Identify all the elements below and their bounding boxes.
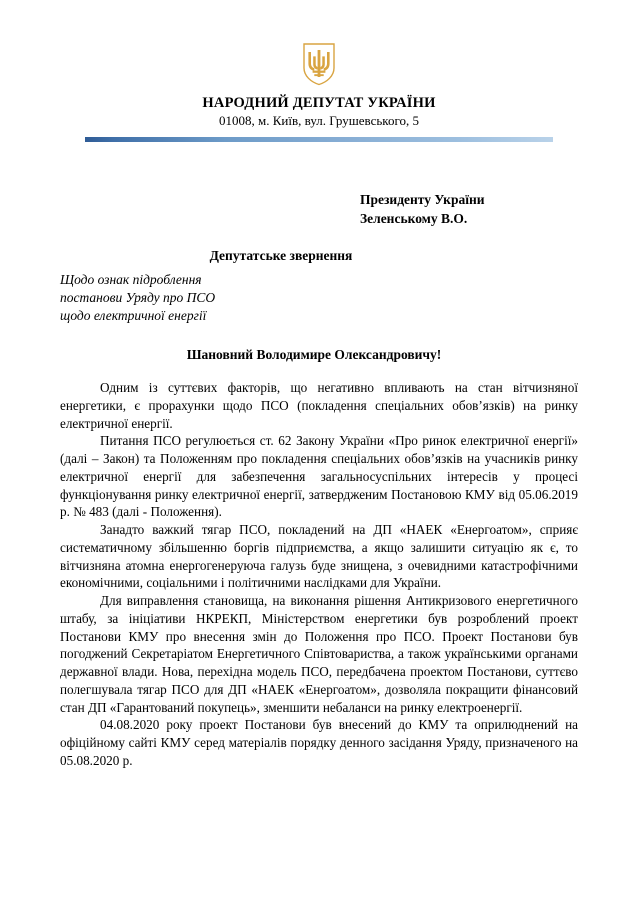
header-divider bbox=[85, 137, 553, 142]
document-type-heading: Депутатське звернення bbox=[209, 248, 353, 264]
subject-line-3: щодо електричної енергії bbox=[60, 308, 207, 324]
body-paragraph: Питання ПСО регулюється ст. 62 Закону України «Про ринок електричної енергії» (далі – Закон) та Положенням про покладення спеціальних обов’язків на учасників ринку електричної енергії для забезпечення загальносуспільних інтересів у процесі функціонування ринку електричної енергії, затвердженим Постановою КМУ від 05.06.2019 р. № 483 (далі - Положення). bbox=[60, 433, 578, 520]
addressee-line-1: Президенту України bbox=[360, 192, 485, 208]
organization-title: НАРОДНИЙ ДЕПУТАТ УКРАЇНИ bbox=[202, 95, 436, 111]
subject-line-2: постанови Уряду про ПСО bbox=[60, 290, 216, 306]
ukraine-trident-emblem-icon bbox=[302, 42, 336, 86]
letterhead bbox=[60, 0, 578, 142]
body-paragraph: 04.08.2020 року проект Постанови був внесений до КМУ та оприлюднений на офіційному сайті КМУ серед матеріалів порядку денного засідання Уряду, призначеного на 05.08.2020 р. bbox=[60, 717, 578, 768]
addressee-block bbox=[60, 190, 578, 228]
addressee-line-2: Зеленському В.О. bbox=[360, 211, 468, 227]
header-divider-wrap bbox=[60, 137, 578, 142]
subject-line-1: Щодо ознак підроблення bbox=[60, 272, 202, 288]
salutation: Шановний Володимире Олександровичу! bbox=[186, 347, 442, 363]
letter-body bbox=[60, 379, 578, 770]
body-paragraph: Для виправлення становища, на виконання рішення Антикризового енергетичного штабу, за ініціативи НКРЕКП, Міністерством енергетики був розроблений проект Постанови КМУ про внесення змін до Положення про ПСО. Проект Постанови був погоджений Секретаріатом Енергетичного Співтовариства, а також українськими органами державної влади. Нова, перехідна модель ПСО, передбачена проектом Постанови, суттєво полегшувала тягар ПСО для ДП «НАЕК «Енергоатом», дозволяла покращити фінансовий стан ДП «Гарантований покупець», зменшити небаланси на ринку електроенергії. bbox=[60, 593, 578, 715]
body-paragraph: Занадто важкий тягар ПСО, покладений на ДП «НАЕК «Енергоатом», сприяє систематичному збільшенню боргів підприємства, а якщо залишити ситуацію як є, то вітчизняна атомна енергогенеруюча галузь буде знищена, з очевидними катастрофічними економічними, соціальними і політичними наслідками для України. bbox=[60, 522, 578, 591]
subject-block bbox=[60, 271, 578, 325]
organization-address: 01008, м. Київ, вул. Грушевського, 5 bbox=[219, 113, 419, 129]
body-paragraph: Одним із суттєвих факторів, що негативно впливають на стан вітчизняної енергетики, є прорахунки щодо ПСО (покладення спеціальних обов’язків) на ринку електричної енергії. bbox=[60, 380, 578, 431]
